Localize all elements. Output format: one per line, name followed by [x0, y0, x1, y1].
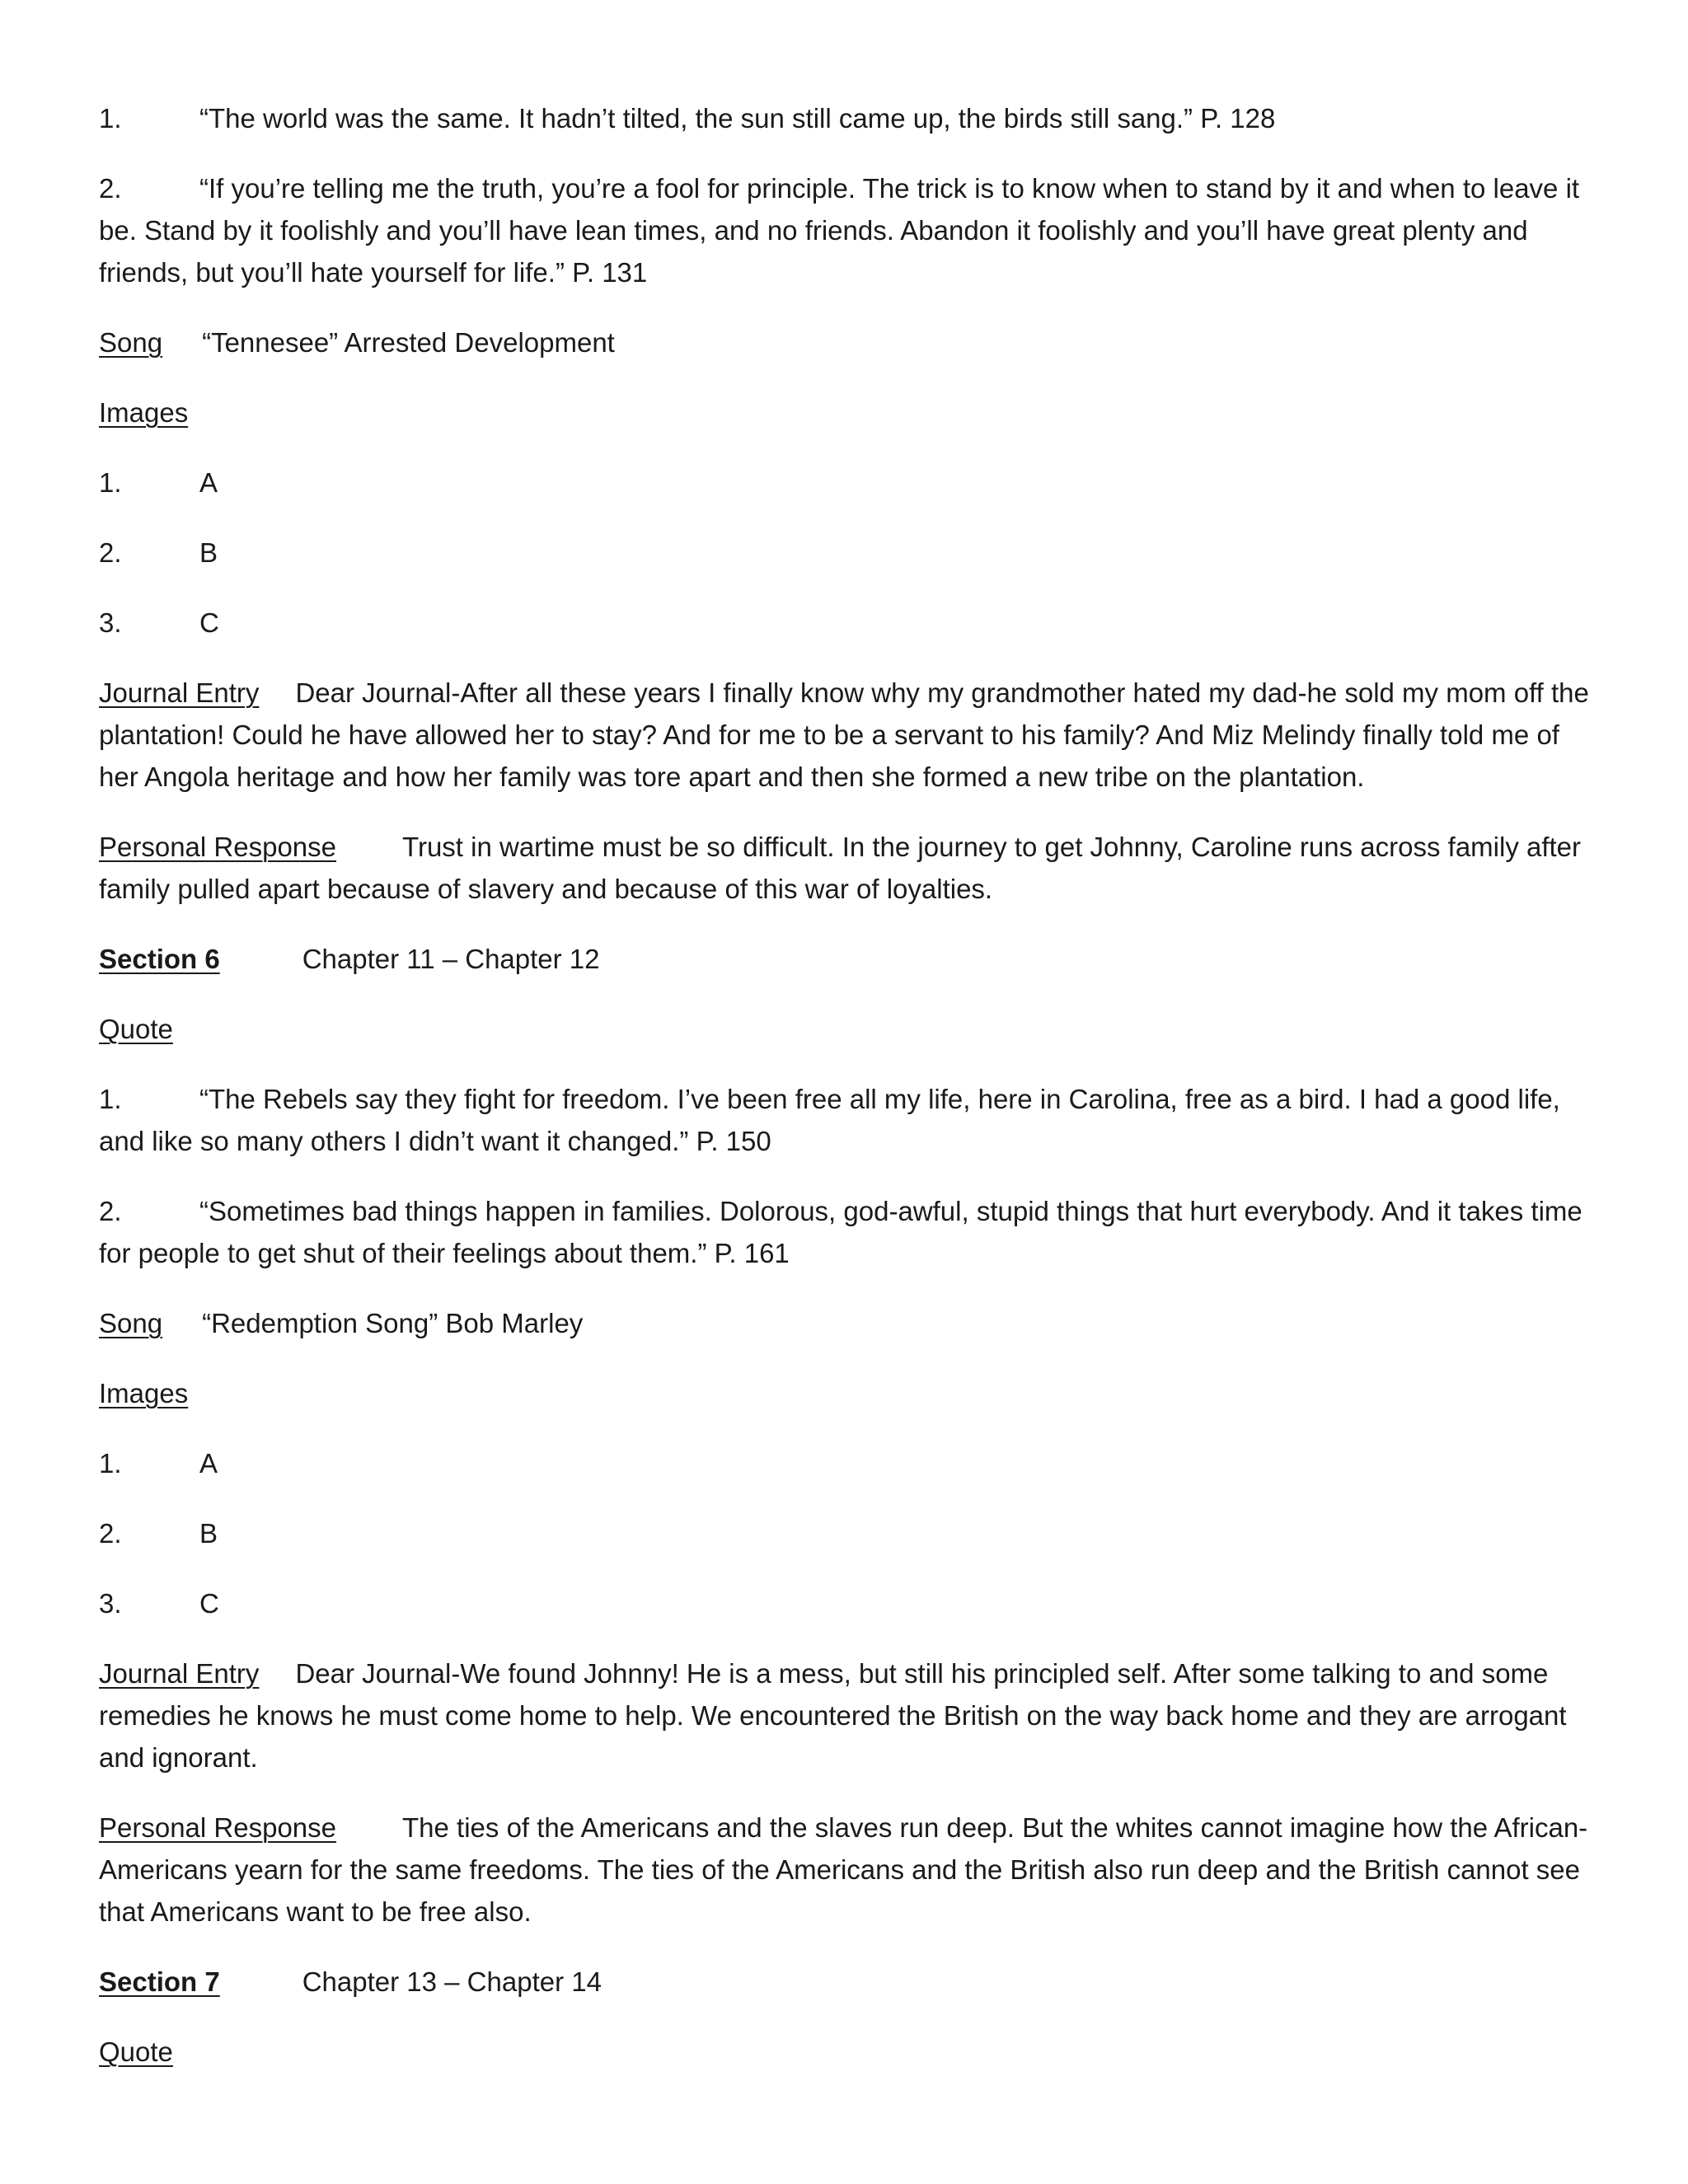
quote-text: “The world was the same. It hadn’t tilted, the sun still came up, the birds still sang.” P. 128 [199, 103, 1276, 134]
list-number: 3. [99, 1588, 122, 1619]
image-text: A [199, 467, 218, 498]
personal-label: Personal Response [99, 1812, 337, 1843]
personal-response [99, 826, 1591, 910]
image-item [99, 1582, 1591, 1624]
section-heading [99, 1961, 1591, 2003]
quote-item [99, 167, 1591, 293]
personal-text: The ties of the Americans and the slaves run deep. But the whites cannot imagine how the African-Americans yearn for the same freedoms. The ties of the Americans and the British also run deep and the British cannot see that Americans want to be free also. [99, 1812, 1588, 1927]
images-label: Images [99, 1378, 189, 1408]
image-text: B [199, 537, 218, 568]
journal-text: Dear Journal-After all these years I finally know why my grandmother hated my dad-he sold my mom off the plantation! Could he have allowed her to stay? And for me to be a servant to his family? And Miz Melindy finally told me of her Angola heritage and how her family was tore apart and then she formed a new tribe on the plantation. [99, 677, 1589, 792]
journal-label: Journal Entry [99, 1658, 260, 1689]
images-heading [99, 391, 1591, 434]
list-number: 3. [99, 607, 122, 638]
image-text: C [199, 1588, 219, 1619]
images-heading [99, 1372, 1591, 1414]
list-number: 1. [99, 467, 122, 498]
song-line [99, 1302, 1591, 1344]
quote-item [99, 1078, 1591, 1162]
personal-text: Trust in wartime must be so difficult. In the journey to get Johnny, Caroline runs across family after family pulled apart because of slavery and because of this war of loyalties. [99, 832, 1582, 904]
section-chapters: Chapter 11 – Chapter 12 [302, 944, 600, 974]
quote-text: “The Rebels say they fight for freedom. I’ve been free all my life, here in Carolina, free as a bird. I had a good life, and like so many others I didn’t want it changed.” P. 150 [99, 1084, 1560, 1156]
list-number: 2. [99, 173, 122, 204]
song-line [99, 321, 1591, 363]
song-text: “Redemption Song” Bob Marley [202, 1308, 584, 1338]
quote-heading [99, 1008, 1591, 1050]
quote-heading [99, 2031, 1591, 2073]
section-chapters: Chapter 13 – Chapter 14 [302, 1966, 602, 1997]
journal-entry [99, 1652, 1591, 1779]
list-number: 2. [99, 1196, 122, 1226]
list-number: 2. [99, 537, 122, 568]
list-number: 2. [99, 1518, 122, 1549]
image-text: C [199, 607, 219, 638]
section-heading [99, 938, 1591, 980]
quote-text: “Sometimes bad things happen in families. Dolorous, god-awful, stupid things that hurt everybody. And it takes time for people to get shut of their feelings about them.” P. 161 [99, 1196, 1582, 1268]
quote-item [99, 1190, 1591, 1274]
personal-response [99, 1807, 1591, 1933]
list-number: 1. [99, 103, 122, 134]
image-item [99, 462, 1591, 504]
image-item [99, 532, 1591, 574]
song-label: Song [99, 1308, 163, 1338]
document-page [99, 97, 1591, 2101]
journal-text: Dear Journal-We found Johnny! He is a mess, but still his principled self. After some talking to and some remedies he knows he must come home to help. We encountered the British on the way back home and they are arrogant and ignorant. [99, 1658, 1567, 1773]
image-item [99, 1512, 1591, 1554]
quote-label: Quote [99, 1014, 173, 1044]
image-item [99, 602, 1591, 644]
song-label: Song [99, 327, 163, 358]
journal-entry [99, 672, 1591, 798]
personal-label: Personal Response [99, 832, 337, 862]
song-text: “Tennesee” Arrested Development [202, 327, 615, 358]
image-text: A [199, 1448, 218, 1479]
quote-text: “If you’re telling me the truth, you’re a fool for principle. The trick is to know when to stand by it and when to leave it be. Stand by it foolishly and you’ll have lean times, and no friends. Abandon it foolishly and you’ll have great plenty and friends, but you’ll hate yourself for life.” P. 131 [99, 173, 1580, 288]
section-label: Section 7 [99, 1966, 220, 1997]
journal-label: Journal Entry [99, 677, 260, 708]
quote-label: Quote [99, 2036, 173, 2067]
images-label: Images [99, 397, 189, 428]
list-number: 1. [99, 1084, 122, 1114]
image-text: B [199, 1518, 218, 1549]
image-item [99, 1442, 1591, 1484]
list-number: 1. [99, 1448, 122, 1479]
quote-item [99, 97, 1591, 139]
section-label: Section 6 [99, 944, 220, 974]
